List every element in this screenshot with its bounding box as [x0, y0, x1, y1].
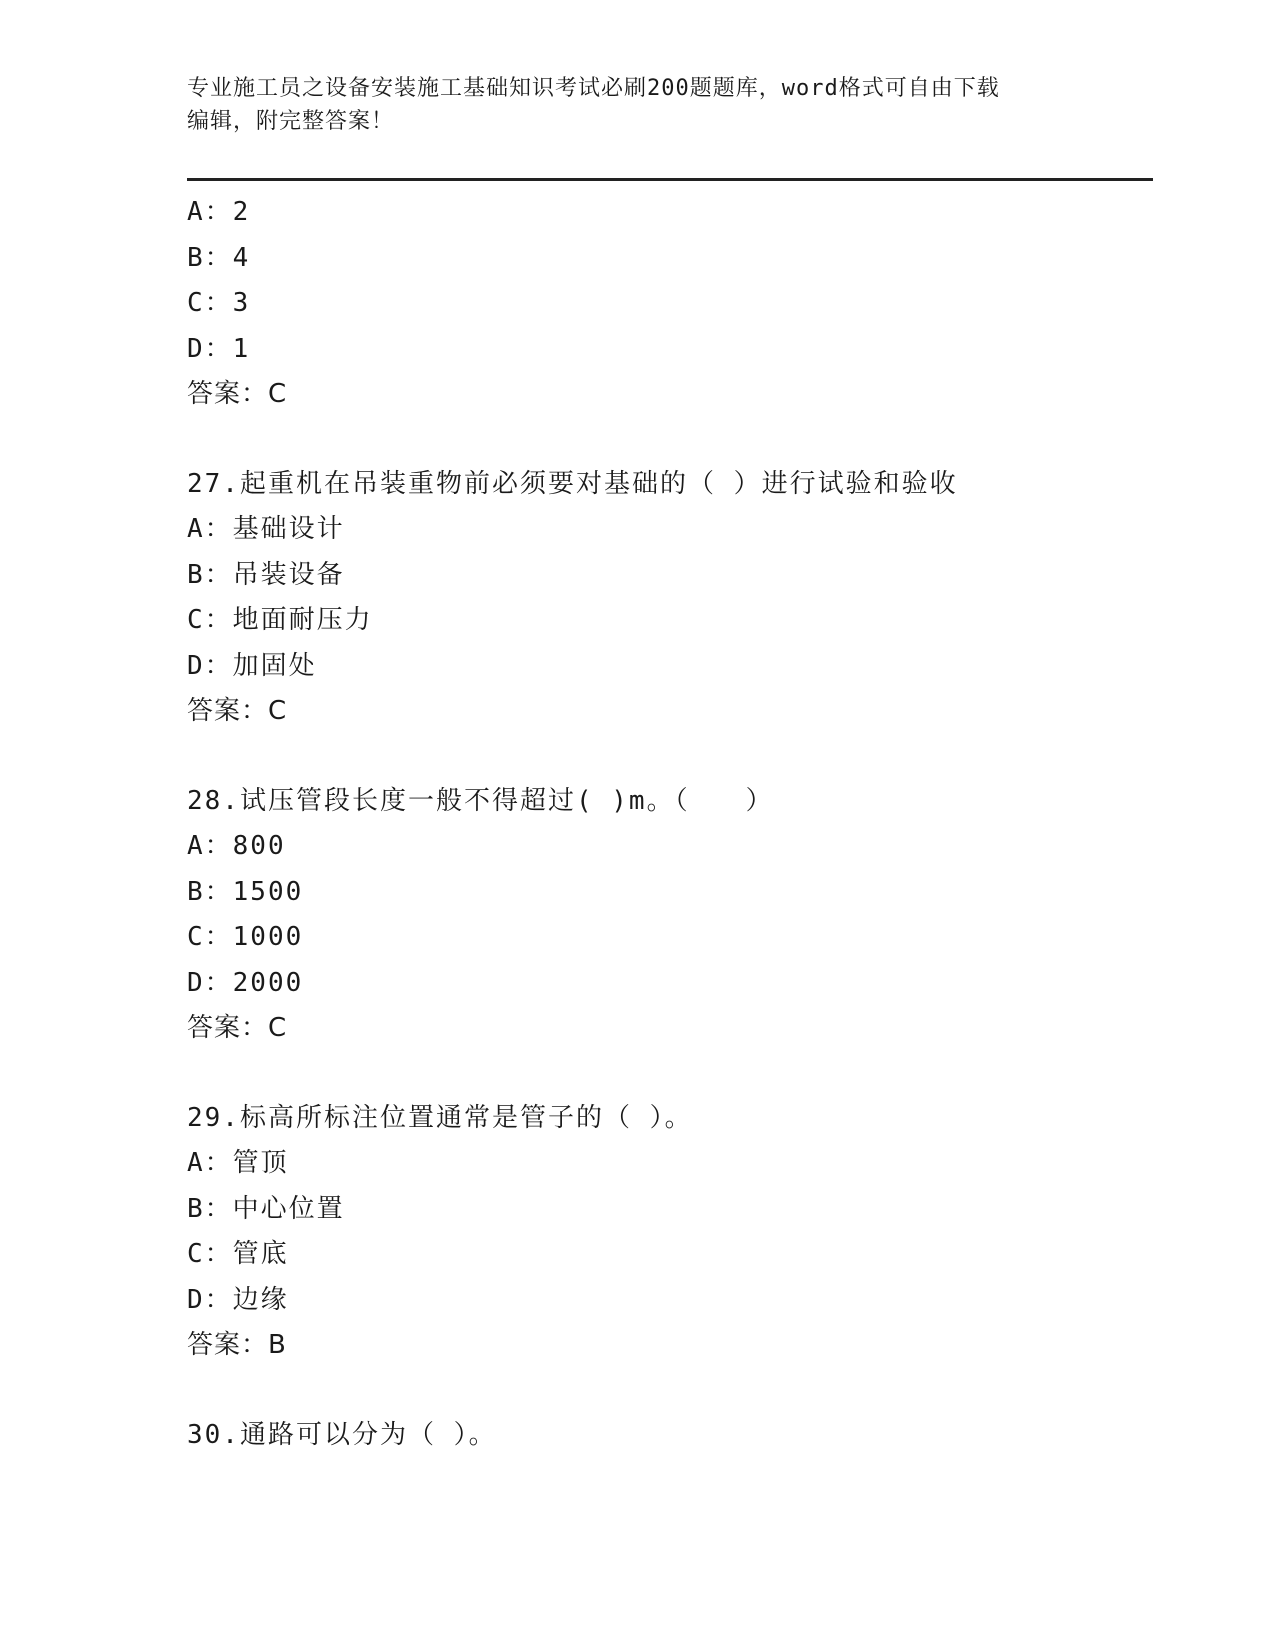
question-text: 28.试压管段长度一般不得超过( )m。（ ）: [187, 785, 774, 816]
option-c: C：3: [187, 288, 251, 318]
option-d: D：边缘: [187, 1284, 289, 1315]
answer-line: 答案：B: [187, 1330, 287, 1360]
question-text: 30.通路可以分为（ ）。: [187, 1419, 497, 1450]
option-a: A：基础设计: [187, 514, 345, 544]
answer-line: 答案：C: [187, 379, 288, 409]
question-list: [187, 190, 1147, 1458]
option-a: A：管顶: [187, 1148, 289, 1178]
question-text: 29.标高所标注位置通常是管子的（ ）。: [187, 1102, 693, 1133]
option-a: A：800: [187, 831, 286, 861]
question-text: 27.起重机在吊装重物前必须要对基础的（ ）进行试验和验收: [187, 468, 958, 499]
option-d: D：加固处: [187, 650, 317, 681]
header-title-line-2: 编辑，附完整答案！: [187, 109, 395, 134]
answer-line: 答案：C: [187, 696, 288, 726]
header-divider: [187, 178, 1153, 181]
option-b: B：吊装设备: [187, 559, 345, 590]
document-header: [187, 72, 1087, 138]
option-b: B：1500: [187, 876, 304, 907]
option-b: B：中心位置: [187, 1193, 345, 1224]
option-d: D：1: [187, 333, 251, 364]
question-block: [187, 1413, 1147, 1459]
option-b: B：4: [187, 242, 251, 273]
option-a: A：2: [187, 197, 251, 227]
question-block: [187, 190, 1147, 418]
question-block: [187, 462, 1147, 735]
header-title-line-1: 专业施工员之设备安装施工基础知识考试必刷200题题库，word格式可自由下载: [187, 76, 1000, 101]
option-c: C：1000: [187, 922, 304, 952]
answer-line: 答案：C: [187, 1013, 288, 1043]
option-d: D：2000: [187, 967, 304, 998]
question-block: [187, 779, 1147, 1052]
question-block: [187, 1096, 1147, 1369]
option-c: C：管底: [187, 1239, 289, 1269]
option-c: C：地面耐压力: [187, 605, 373, 635]
